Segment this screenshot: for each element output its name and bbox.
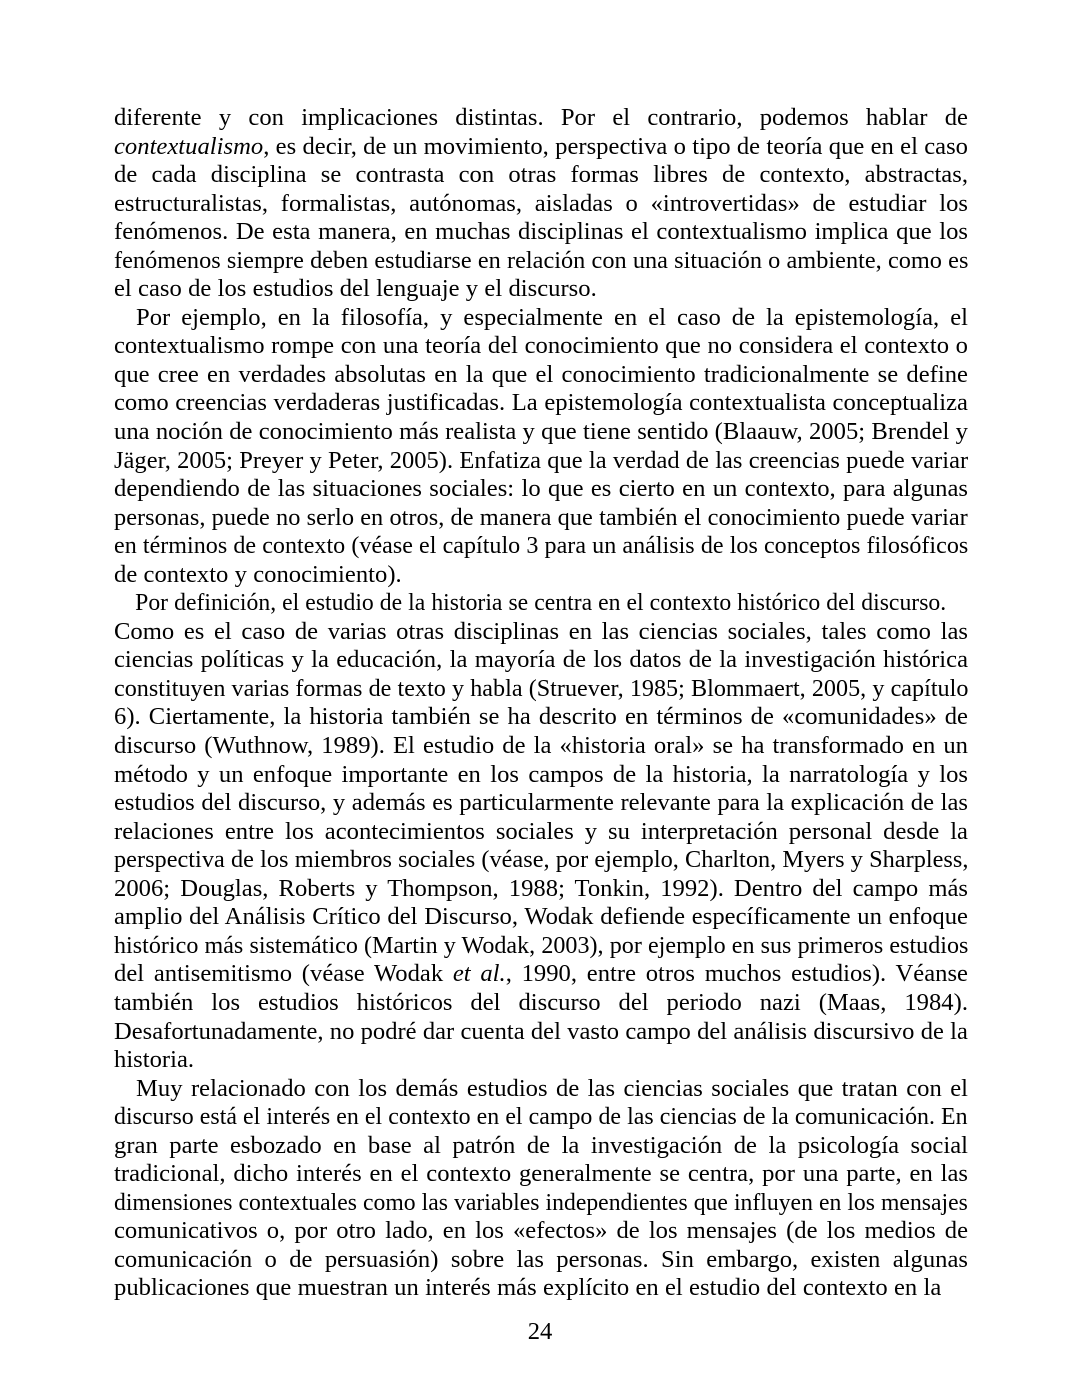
text-line: que cree en verdades absolutas en la que el conocimiento tradicionalmente se define [114, 360, 968, 388]
italic-term: contextualismo [114, 132, 264, 160]
text-line: de contexto y conocimiento). [114, 560, 402, 588]
body-text-column [114, 104, 968, 1303]
text-line: discurso está el interés en el contexto en el campo de las ciencias de la comunicación. En [114, 1103, 968, 1131]
paragraph-1 [114, 104, 968, 304]
text-line: Jäger, 2005; Preyer y Peter, 2005). Enfatiza que la verdad de las creencias puede variar [114, 446, 969, 474]
text-line: amplio del Análisis Crítico del Discurso, Wodak defiende específicamente un enfoque [114, 903, 968, 931]
text-line: en términos de contexto (véase el capítulo 3 para un análisis de los conceptos filosóficos [114, 532, 969, 560]
text-line: constituyen varias formas de texto y habla (Struever, 1985; Blommaert, 2005, y capítulo [114, 674, 969, 702]
text-line: perspectiva de los miembros sociales (véase, por ejemplo, Charlton, Myers y Sharpless, [114, 846, 969, 874]
text-line: de cada disciplina se contrasta con otras formas libres de contexto, abstractas, [114, 161, 968, 189]
text-line: también los estudios históricos del discurso del periodo nazi (Maas, 1984). [114, 988, 968, 1016]
text-line: fenómenos. De esta manera, en muchas disciplinas el contextualismo implica que los [114, 218, 968, 246]
text-line-suffix: , 1990, entre otros muchos estudios). Véanse [505, 960, 968, 988]
text-line: una noción de conocimiento más realista y que tiene sentido (Blaauw, 2005; Brendel y [114, 418, 968, 446]
text-line: discurso (Wuthnow, 1989). El estudio de la «historia oral» se ha transformado en un [114, 732, 968, 760]
text-line: historia. [114, 1046, 195, 1074]
text-line: tradicional, dicho interés en el contexto generalmente se centra, por una parte, en las [114, 1160, 968, 1188]
text-line: Desafortunadamente, no podré dar cuenta del vasto campo del análisis discursivo de la [114, 1017, 968, 1045]
text-line: dependiendo de las situaciones sociales: lo que es cierto en un contexto, para algunas [114, 475, 968, 503]
text-line: como creencias verdaderas justificadas. La epistemología contextualista conceptualiza [114, 389, 968, 417]
text-line [114, 960, 968, 989]
text-line: gran parte esbozado en base al patrón de la investigación de la psicología social [114, 1131, 968, 1159]
text-line: comunicativos o, por otro lado, en los «efectos» de los mensajes (de los medios de [114, 1217, 968, 1245]
page-number: 24 [527, 1318, 553, 1345]
text-line [114, 133, 968, 162]
text-line: Por definición, el estudio de la historia se centra en el contexto histórico del discurso. [135, 589, 947, 617]
paragraph-4 [114, 1075, 968, 1303]
text-line: dimensiones contextuales como las variables independientes que influyen en los mensajes [114, 1188, 968, 1216]
text-line: relaciones entre los acontecimientos sociales y su interpretación personal desde la [114, 817, 968, 845]
paragraph-3 [114, 589, 968, 1074]
text-line: ciencias políticas y la educación, la mayoría de los datos de la investigación histórica [114, 646, 968, 674]
text-line-remainder: , es decir, de un movimiento, perspectiva o tipo de teoría que en el caso [263, 132, 968, 160]
text-line: publicaciones que muestran un interés más explícito en el estudio del contexto en la [114, 1274, 942, 1302]
text-line: Muy relacionado con los demás estudios de las ciencias sociales que tratan con el [136, 1074, 968, 1102]
text-line: estructuralistas, formalistas, autónomas, aisladas o «introvertidas» de estudiar los [114, 189, 968, 217]
text-line: histórico más sistemático (Martin y Wodak, 2003), por ejemplo en sus primeros estudios [114, 931, 969, 959]
text-line: fenómenos siempre deben estudiarse en relación con una situación o ambiente, como es [114, 246, 969, 274]
text-line: 2006; Douglas, Roberts y Thompson, 1988; Tonkin, 1992). Dentro del campo más [114, 874, 968, 902]
text-line: Por ejemplo, en la filosofía, y especialmente en el caso de la epistemología, el [136, 303, 968, 331]
italic-term: et al. [452, 960, 506, 988]
text-line: estudios del discurso, y además es particularmente relevante para la explicación de las [114, 789, 968, 817]
text-line: personas, puede no serlo en otros, de manera que también el conocimiento puede variar [114, 503, 968, 531]
text-line: comunicación o de persuasión) sobre las personas. Sin embargo, existen algunas [114, 1245, 968, 1273]
text-line: el caso de los estudios del lenguaje y el discurso. [114, 275, 597, 303]
text-line-prefix: del antisemitismo (véase Wodak [114, 960, 453, 988]
paragraph-2 [114, 304, 968, 589]
text-line: diferente y con implicaciones distintas. Por el contrario, podemos hablar de [114, 104, 968, 131]
text-line: contextualismo rompe con una teoría del conocimiento que no considera el contexto o [114, 332, 968, 360]
text-line: método y un enfoque importante en los campos de la historia, la narratología y los [114, 760, 968, 788]
text-line: 6). Ciertamente, la historia también se ha descrito en términos de «comunidades» de [114, 703, 968, 731]
text-line: Como es el caso de varias otras disciplinas en las ciencias sociales, tales como las [114, 617, 968, 645]
